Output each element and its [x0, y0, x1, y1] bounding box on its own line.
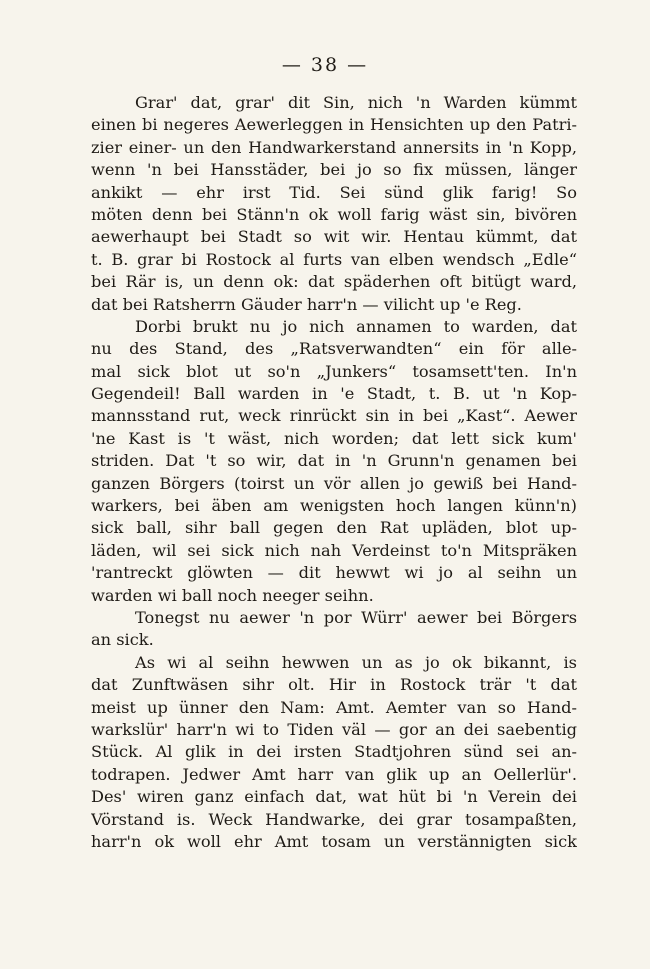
- text-line: möten denn bei Stänn'n ok woll farig wäst sin, bivören: [91, 204, 577, 224]
- text-line: mannsstand rut, weck rinrückt sin in bei „Kast“. Aewer: [91, 406, 577, 426]
- text-line: warkers, bei äben am wenigsten hoch langen künn'n): [91, 496, 577, 516]
- text-line: Gegendeil! Ball warden in 'e Stadt, t. B. ut 'n Kop-: [91, 384, 577, 404]
- text-line: wenn 'n bei Hansstäder, bei jo so fix müssen, länger: [91, 160, 577, 180]
- page-number: — 38 —: [281, 54, 369, 76]
- text-line: dat Zunftwäsen sihr olt. Hir in Rostock trär 't dat: [91, 675, 577, 695]
- text-line: Stück. Al glik in dei irsten Stadtjohren sünd sei an-: [91, 742, 577, 762]
- text-line: 'ne Kast is 't wäst, nich worden; dat lett sick kum': [91, 428, 577, 448]
- text-line: ankikt — ehr irst Tid. Sei sünd glik farig! So: [91, 182, 577, 202]
- text-line: warkslür' harr'n wi to Tiden väl — gor an dei saebentig: [91, 719, 577, 739]
- text-line: sick ball, sihr ball gegen den Rat upläden, blot up-: [91, 518, 577, 538]
- text-line: ganzen Börgers (toirst un vör allen jo gewiß bei Hand-: [91, 473, 577, 493]
- text-line: Tonegst nu aewer 'n por Würr' aewer bei Börgers: [135, 607, 577, 627]
- text-line: meist up ünner den Nam: Amt. Aemter van so Hand-: [91, 697, 577, 717]
- text-line: an sick.: [91, 630, 154, 650]
- text-line: zier einer- un den Handwarkerstand annersits in 'n Kopp,: [91, 137, 577, 157]
- text-line: warden wi ball noch neeger seihn.: [91, 585, 374, 605]
- text-line: mal sick blot ut so'n „Junkers“ tosamsett'ten. In'n: [91, 361, 577, 381]
- text-line: harr'n ok woll ehr Amt tosam un verstännigten sick: [91, 831, 577, 851]
- text-line: Grar' dat, grar' dit Sin, nich 'n Warden kümmt: [135, 93, 577, 112]
- text-line: Vörstand is. Weck Handwarke, dei grar tosampaßten,: [91, 809, 577, 829]
- text-line: Des' wiren ganz einfach dat, wat hüt bi 'n Verein dei: [91, 787, 577, 807]
- text-line: einen bi negeres Aewerleggen in Hensichten up den Patri-: [91, 115, 577, 135]
- text-line: 'rantreckt glöwten — dit hewwt wi jo al seihn un: [91, 563, 577, 583]
- text-line: läden, wil sei sick nich nah Verdeinst to'n Mitspräken: [91, 540, 577, 560]
- text-line: As wi al seihn hewwen un as jo ok bikannt, is: [135, 652, 577, 672]
- text-line: todrapen. Jedwer Amt harr van glik up an Oellerlür'.: [91, 764, 577, 784]
- body-text: [91, 92, 577, 853]
- text-line: bei Rär is, un denn ok: dat späderhen oft bitügt ward,: [91, 272, 577, 292]
- text-line: aewerhaupt bei Stadt so wit wir. Hentau kümmt, dat: [91, 227, 577, 247]
- text-line: Dorbi brukt nu jo nich annamen to warden, dat: [135, 316, 577, 336]
- text-line: t. B. grar bi Rostock al furts van elben wendsch „Edle“: [91, 249, 577, 269]
- text-line: striden. Dat 't so wir, dat in 'n Grunn'n genamen bei: [91, 451, 577, 471]
- text-line: nu des Stand, des „Ratsverwandten“ ein för alle-: [91, 339, 577, 359]
- text-line: dat bei Ratsherrn Gäuder harr'n — vilicht up 'e Reg.: [91, 294, 522, 314]
